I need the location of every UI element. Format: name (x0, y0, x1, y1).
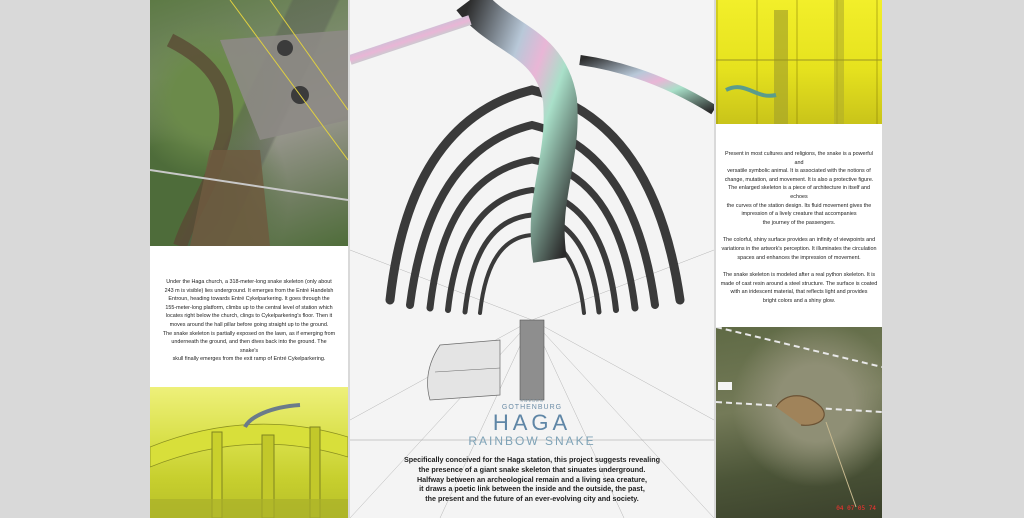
right-column (716, 0, 882, 518)
para-line: bright colors and a shiny glow. (762, 297, 836, 304)
para-line: Present in most cultures and religions, the snake is a powerful and (724, 151, 874, 166)
tunnel-pillar (520, 320, 544, 400)
city-label: GOTHENBURG (501, 404, 563, 411)
right-paragraph-2 (720, 236, 878, 262)
project-subtitle: RAINBOW SNAKE (468, 434, 596, 448)
station-render-yellow (150, 387, 348, 518)
para-line: the curves of the station design. Its fluid movement gives the (726, 202, 872, 209)
para-line: variations in the artwork's perception. It illuminates the circulation (721, 245, 877, 252)
statement-line: it draws a poetic link between the inside and the outside, the past, (419, 484, 645, 494)
para-line: The snake skeleton is modeled after a real python skeleton. It is (722, 272, 876, 279)
statement-line: Halfway between an archeological remain and a living sea creature, (416, 474, 648, 484)
para-line: spaces and enhances the impression of movement. (737, 254, 861, 261)
para-line: impression of a lively creature that accompanies (741, 211, 857, 218)
aerial-site-photo (150, 0, 348, 246)
description-line: The snake skeleton is partially exposed on the lawn, as if emerging from (162, 330, 336, 337)
render-overlay (150, 387, 348, 518)
para-line: versatile symbolic animal. It is associated with the notions of (727, 168, 871, 175)
photo-timestamp: 04 07 05 74 (836, 505, 876, 512)
description-line: 243 m is visible) lies underground. It emerges from the Entré Handelsh (164, 287, 334, 294)
model-overlay (716, 327, 882, 518)
para-line: with an iridescent material, that reflects light and provides (730, 289, 868, 296)
description-line: locates right below the church, clings to Cykelparkering's floor. Then it (165, 313, 333, 320)
description-line: 155-meter-long platform, climbs up to the central level of station which (165, 304, 333, 311)
title-block (350, 398, 714, 448)
right-paragraph-1 (720, 150, 878, 227)
left-column (150, 0, 348, 518)
statement-line: Specifically conceived for the Haga station, this project suggests revealing (403, 455, 661, 464)
station-title: HAGA (492, 410, 572, 435)
aerial-overlay (150, 0, 348, 246)
para-line: The enlarged skeleton is a piece of architecture in itself and echoes (727, 185, 871, 200)
glass-overlay (716, 0, 882, 124)
project-statement (350, 455, 714, 504)
right-paragraph-3 (720, 271, 878, 305)
para-line: the journey of the passengers. (762, 219, 836, 226)
para-line: change, mutation, and movement. It is also a protective figure. (724, 176, 874, 183)
left-description (162, 278, 336, 364)
yellow-glass-photo (716, 0, 882, 124)
para-line: made of cast resin around a steel structure. The surface is coated (720, 280, 878, 287)
right-description (720, 150, 878, 315)
statement-line: the present and the future of an ever-evolving city and society. (425, 494, 639, 504)
description-line: Entroun, heading towards Entré Cykelparkering. It goes through the (168, 296, 330, 303)
description-line: underneath the ground, and then dives back into the ground. The snake's (171, 339, 327, 354)
description-line: skull finally emerges from the exit ramp of Entré Cykelparkering. (172, 356, 326, 363)
country-label: SWEDEN (520, 398, 544, 403)
description-line: moves around the hall pillar before going straight up to the ground. (169, 321, 329, 328)
center-column (350, 0, 714, 518)
model-photo (716, 327, 882, 518)
description-line: Under the Haga church, a 318-meter-long snake skeleton (only about (166, 279, 332, 285)
statement-line: the presence of a giant snake skeleton that sinuates underground. (418, 464, 646, 474)
para-line: The colorful, shiny surface provides an infinity of viewpoints and (722, 237, 876, 244)
